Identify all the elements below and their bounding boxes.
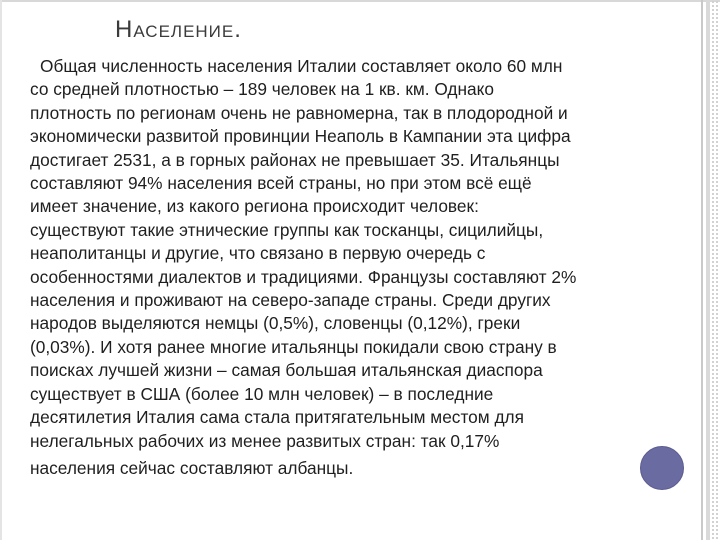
body-line: особенностями диалектов и традициями. Французы составляют 2%: [30, 266, 577, 287]
body-line: имеет значение, из какого региона происходит человек:: [30, 196, 479, 217]
body-line: поисках лучшей жизни – самая большая итальянская диаспора: [30, 360, 543, 381]
frame-right-bar: [706, 0, 710, 540]
body-line: (0,03%). И хотя ранее многие итальянцы покидали свою страну в: [30, 336, 557, 357]
decorative-circle-icon: [640, 446, 684, 490]
body-line: народов выделяются немцы (0,5%), словенцы (0,12%), греки: [30, 313, 521, 334]
frame-right-border: [701, 0, 703, 540]
body-line: экономически развитой провинции Неаполь в Кампании эта цифра: [30, 126, 571, 147]
body-last-line: населения сейчас составляют албанцы.: [30, 457, 354, 478]
body-line: существуют такие этнические группы как тосканцы, сицилийцы,: [30, 219, 544, 240]
body-line: населения и проживают на северо-западе страны. Среди других: [30, 290, 551, 311]
body-line: неаполитанцы и другие, что связано в первую очередь с: [30, 243, 486, 264]
body-line: существует в США (более 10 млн человек) – в последние: [30, 383, 494, 404]
body-line: со средней плотностью – 189 человек на 1 кв. км. Однако: [30, 79, 495, 100]
body-line: плотность по регионам очень не равномерна, так в плодородной и: [30, 102, 568, 123]
slide-body-text: [30, 55, 672, 480]
frame-right-dot-pattern: [711, 0, 720, 540]
slide-title: Население.: [115, 16, 242, 43]
body-line: Общая численность населения Италии составляет около 60 млн: [40, 56, 563, 76]
body-line: десятилетия Италия сама стала притягательным местом для: [30, 407, 524, 428]
frame-left-border: [0, 0, 2, 540]
body-line: нелегальных рабочих из менее развитых стран: так 0,17%: [30, 430, 500, 451]
body-line: составляют 94% населения всей страны, но при этом всё ещё: [30, 173, 532, 194]
body-line: достигает 2531, а в горных районах не превышает 35. Итальянцы: [30, 149, 560, 170]
frame-top-border: [0, 0, 720, 2]
